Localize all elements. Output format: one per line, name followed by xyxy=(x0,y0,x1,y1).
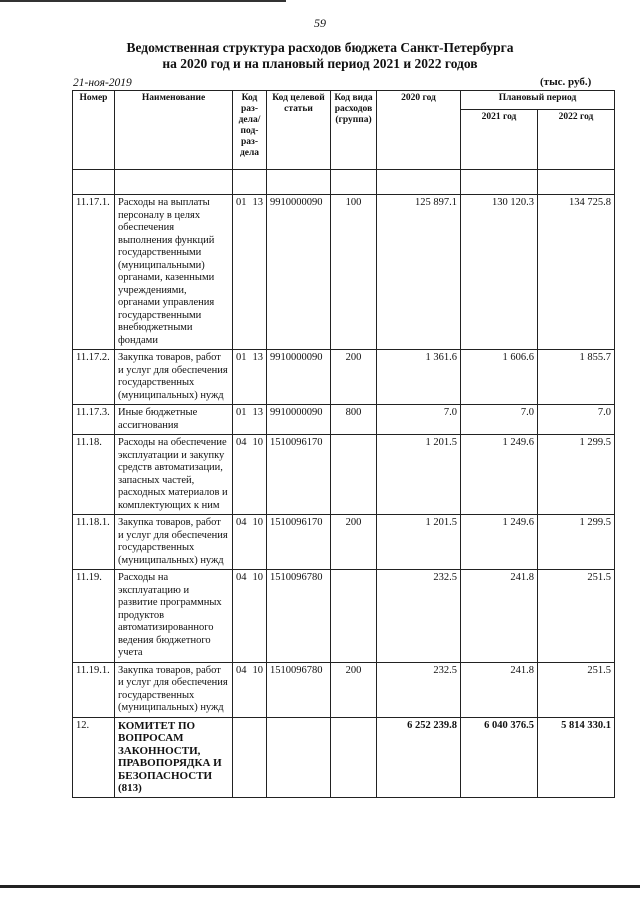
row-subsection: 10 xyxy=(249,662,267,717)
bottom-rule xyxy=(0,885,640,888)
row-2021: 6 040 376.5 xyxy=(461,717,538,797)
row-2020: 7.0 xyxy=(377,405,461,435)
row-expense-type xyxy=(331,570,377,663)
row-target: 9910000090 xyxy=(267,350,331,405)
table-row xyxy=(73,515,615,570)
row-subsection: 13 xyxy=(249,350,267,405)
row-target: 9910000090 xyxy=(267,405,331,435)
row-target: 9910000090 xyxy=(267,195,331,350)
title-line-1: Ведомственная структура расходов бюджета Санкт-Петербурга xyxy=(126,40,514,55)
row-section: 01 xyxy=(233,195,249,350)
row-subsection: 10 xyxy=(249,435,267,515)
page-number: 59 xyxy=(314,16,326,30)
row-2022: 251.5 xyxy=(538,570,615,663)
row-number: 11.17.2. xyxy=(73,350,115,405)
row-number: 11.18. xyxy=(73,435,115,515)
row-section: 04 xyxy=(233,662,249,717)
row-expense-type: 800 xyxy=(331,405,377,435)
row-target: 1510096170 xyxy=(267,515,331,570)
row-section: 04 xyxy=(233,515,249,570)
row-name: Иные бюджетные ассигнования xyxy=(115,405,233,435)
row-2022: 134 725.8 xyxy=(538,195,615,350)
table-row xyxy=(73,195,615,350)
row-subsection: 13 xyxy=(249,195,267,350)
header-name: Наименование xyxy=(115,91,233,170)
header-target: Код целевой статьи xyxy=(267,91,331,170)
header-expense-type: Код вида расходов (группа) xyxy=(331,91,377,170)
row-target: 1510096780 xyxy=(267,662,331,717)
row-expense-type: 200 xyxy=(331,662,377,717)
row-section: 01 xyxy=(233,350,249,405)
row-number: 11.17.1. xyxy=(73,195,115,350)
row-number: 11.19.1. xyxy=(73,662,115,717)
row-section xyxy=(233,717,249,797)
row-section: 04 xyxy=(233,570,249,663)
header-number: Номер xyxy=(73,91,115,170)
units-label: (тыс. руб.) xyxy=(540,76,592,88)
row-number: 11.18.1. xyxy=(73,515,115,570)
table-row xyxy=(73,435,615,515)
row-expense-type: 200 xyxy=(331,350,377,405)
row-subsection xyxy=(249,717,267,797)
row-subsection: 10 xyxy=(249,515,267,570)
header-section: Код раз-дела/ под-раз-дела xyxy=(233,91,267,170)
table-row xyxy=(73,405,615,435)
row-name: КОМИТЕТ ПО ВОПРОСАМ ЗАКОННОСТИ, ПРАВОПОРЯДКА И БЕЗОПАСНОСТИ (813) xyxy=(115,717,233,797)
row-number: 11.19. xyxy=(73,570,115,663)
row-2022: 5 814 330.1 xyxy=(538,717,615,797)
row-expense-type xyxy=(331,435,377,515)
row-section: 04 xyxy=(233,435,249,515)
row-subsection: 10 xyxy=(249,570,267,663)
table-row xyxy=(73,350,615,405)
row-2021: 7.0 xyxy=(461,405,538,435)
row-target: 1510096170 xyxy=(267,435,331,515)
report-date: 21-ноя-2019 xyxy=(73,77,132,89)
row-number: 11.17.3. xyxy=(73,405,115,435)
header-planned-period: Плановый период xyxy=(461,91,615,110)
row-name: Закупка товаров, работ и услуг для обеспечения государственных (муниципальных) нужд xyxy=(115,350,233,405)
row-2021: 130 120.3 xyxy=(461,195,538,350)
row-2020: 125 897.1 xyxy=(377,195,461,350)
row-2022: 251.5 xyxy=(538,662,615,717)
row-2020: 1 201.5 xyxy=(377,435,461,515)
top-rule xyxy=(0,0,286,2)
row-name: Расходы на выплаты персоналу в целях обеспечения выполнения функций государственными (муниципальными) органами, казенными учреждениями, органами управления государственными внебюджетными фондами xyxy=(115,195,233,350)
row-name: Закупка товаров, работ и услуг для обеспечения государственных (муниципальных) нужд xyxy=(115,515,233,570)
row-expense-type: 200 xyxy=(331,515,377,570)
header-2022: 2022 год xyxy=(538,110,615,170)
row-section: 01 xyxy=(233,405,249,435)
document-title xyxy=(0,40,640,72)
row-2021: 241.8 xyxy=(461,570,538,663)
row-name: Расходы на эксплуатацию и развитие программных продуктов автоматизированного ведения бюджетного учета xyxy=(115,570,233,663)
row-target: 1510096780 xyxy=(267,570,331,663)
row-2020: 232.5 xyxy=(377,662,461,717)
table-row xyxy=(73,717,615,797)
row-2020: 232.5 xyxy=(377,570,461,663)
table-row xyxy=(73,662,615,717)
row-2022: 7.0 xyxy=(538,405,615,435)
row-2021: 1 249.6 xyxy=(461,435,538,515)
row-2020: 1 361.6 xyxy=(377,350,461,405)
table-row xyxy=(73,570,615,663)
row-2021: 241.8 xyxy=(461,662,538,717)
spacer-row xyxy=(73,170,615,195)
row-2020: 1 201.5 xyxy=(377,515,461,570)
row-expense-type xyxy=(331,717,377,797)
row-expense-type: 100 xyxy=(331,195,377,350)
title-line-2: на 2020 год и на плановый период 2021 и 2022 годов xyxy=(162,56,478,71)
row-2021: 1 606.6 xyxy=(461,350,538,405)
row-2022: 1 299.5 xyxy=(538,515,615,570)
row-subsection: 13 xyxy=(249,405,267,435)
row-2022: 1 299.5 xyxy=(538,435,615,515)
budget-table xyxy=(72,90,615,798)
row-name: Закупка товаров, работ и услуг для обеспечения государственных (муниципальных) нужд xyxy=(115,662,233,717)
row-2021: 1 249.6 xyxy=(461,515,538,570)
row-2020: 6 252 239.8 xyxy=(377,717,461,797)
header-2020: 2020 год xyxy=(377,91,461,170)
row-number: 12. xyxy=(73,717,115,797)
row-name: Расходы на обеспечение эксплуатации и закупку средств автоматизации, запасных частей, расходных материалов и комплектующих к ним xyxy=(115,435,233,515)
header-2021: 2021 год xyxy=(461,110,538,170)
row-2022: 1 855.7 xyxy=(538,350,615,405)
row-target xyxy=(267,717,331,797)
